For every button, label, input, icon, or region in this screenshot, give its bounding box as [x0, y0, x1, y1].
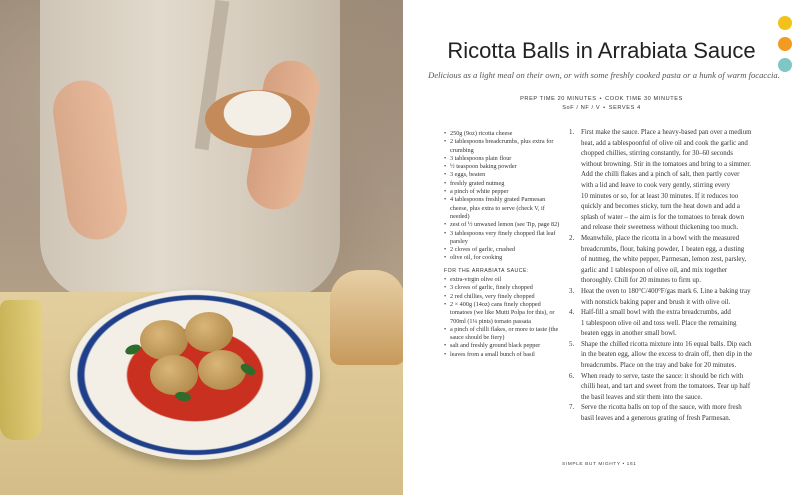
photo-ricotta-ball [198, 350, 246, 390]
page-footer: SIMPLE BUT MIGHTY • 161 [562, 462, 637, 467]
serves: SERVES 4 [608, 105, 641, 111]
ingredient-item: • zest of ½ unwaxed lemon (see Tip, page 82) [444, 221, 562, 229]
photo-ricotta-ball [185, 312, 233, 352]
photo-oil-bottle [0, 300, 42, 440]
ingredient-item: • 3 tablespoons plain flour [444, 155, 562, 163]
step-number: 2. [569, 234, 575, 242]
sauce-ingredient-item: • leaves from a small bunch of basil [444, 351, 562, 359]
ingredient-item: • freshly grated nutmeg [444, 180, 562, 188]
diet-codes: SoF / NF / V [562, 105, 601, 111]
method-step: 3. Heat the oven to 180°C/400°F/gas mark 6. Line a baking tray with nonstick baking paper and brush it with olive oil. [569, 287, 751, 306]
photo-focaccia [330, 270, 403, 365]
ingredient-item: • olive oil, for cooking [444, 254, 562, 262]
step-number: 4. [569, 309, 575, 317]
recipe-title: Ricotta Balls in Arrabiata Sauce [447, 38, 756, 63]
ingredient-item: • 3 tablespoons very finely chopped flat leaf parsley [444, 230, 562, 247]
photo-parmesan-bowl [205, 90, 310, 148]
step-number: 7. [569, 404, 575, 412]
prep-time: PREP TIME 20 MINUTES [520, 96, 597, 102]
sauce-ingredient-item: • extra-virgin olive oil [444, 276, 562, 284]
recipe-intro: Delicious as a light meal on their own, or with some freshly cooked pasta or a hunk of warm focaccia. [428, 70, 780, 80]
method-step: 6. When ready to serve, taste the sauce: it should be rich with chilli heat, and tart and sweet from the tomatoes. Tear up half the basil leaves and stir them into the sauce. [569, 372, 751, 401]
method-step: 7. Serve the ricotta balls on top of the sauce, with more fresh basil leaves and a generous grating of fresh Parmesan. [569, 404, 742, 423]
recipe-page [403, 0, 800, 495]
ingredient-item: • 4 tablespoons freshly grated Parmesan cheese, plus extra to serve (check V, if needed) [444, 196, 562, 221]
recipe-times: PREP TIME 20 MINUTES • COOK TIME 30 MINUTES [520, 96, 683, 102]
lemon-tab-icon [778, 16, 792, 30]
step-number: 1. [569, 129, 575, 136]
cook-time: COOK TIME 30 MINUTES [605, 96, 683, 102]
method-step: 1. First make the sauce. Place a heavy-based pan over a medium heat, add a tablespoonful of olive oil and cook the garlic and chopped chillies, stirring constantly, for 30–60 seconds without browning. Stir in the tomatoes and bring to a simmer. Add the chilli flakes and a pinch of salt, then partly cover with a lid and leave to cook very gently, stirring every 10 minutes or so, for at least 30 minutes. If it reduces too quickly and becomes sticky, turn the heat down and add a splash of water – the aim is for the tomatoes to break down and release their sweetness without thickening too much. [569, 129, 752, 232]
sauce-heading: FOR THE ARRABIATA SAUCE: [444, 267, 529, 274]
ingredient-item: • 2 tablespoons breadcrumbs, plus extra for crumbing [444, 138, 562, 155]
sauce-ingredient-item: • salt and freshly ground black pepper [444, 342, 562, 350]
ingredients-list [444, 130, 562, 359]
method-step: 2. Meanwhile, place the ricotta in a bowl with the measured breadcrumbs, flour, baking powder, 1 beaten egg, a dusting of nutmeg, the white pepper, Parmesan, lemon zest, parsley, garlic and 1 tablespoon of olive oil, and mix together thoroughly. Chill for 20 minutes to firm up. [569, 234, 747, 285]
method-step: 5. Shape the chilled ricotta mixture into 16 equal balls. Dip each in the beaten egg, allow the excess to drain off, then dip in the breadcrumbs. Place on the tray and bake for 20 minutes. [569, 340, 753, 370]
step-number: 3. [569, 287, 575, 295]
step-number: 6. [569, 372, 575, 380]
photo-ricotta-ball [150, 355, 198, 395]
method-step: 4. Half-fill a small bowl with the extra breadcrumbs, add 1 tablespoon olive oil and toss well. Place the remaining beaten eggs in another small bowl. [569, 309, 737, 338]
ingredient-item: • ½ teaspoon baking powder [444, 163, 562, 171]
ingredient-item: • 3 eggs, beaten [444, 171, 562, 179]
sauce-ingredient-item: • 2 red chillies, very finely chopped [444, 293, 562, 301]
photo-ricotta-ball [140, 320, 188, 360]
recipe-info: SoF / NF / V • SERVES 4 [562, 105, 641, 111]
sauce-ingredient-item: • a pinch of chilli flakes, or more to taste (the sauce should be fiery) [444, 326, 562, 343]
sauce-ingredient-item: • 3 cloves of garlic, finely chopped [444, 284, 562, 292]
step-number: 5. [569, 340, 575, 348]
ingredient-item: • 2 cloves of garlic, crushed [444, 246, 562, 254]
ingredient-item: • 250g (9oz) ricotta cheese [444, 130, 562, 138]
method-list [569, 128, 789, 425]
sauce-ingredient-item: • 2 × 400g (14oz) cans finely chopped tomatoes (we like Mutti Polpa for this), or 700ml (1¼ pints) tomato passata [444, 301, 562, 326]
ingredient-item: • a pinch of white pepper [444, 188, 562, 196]
